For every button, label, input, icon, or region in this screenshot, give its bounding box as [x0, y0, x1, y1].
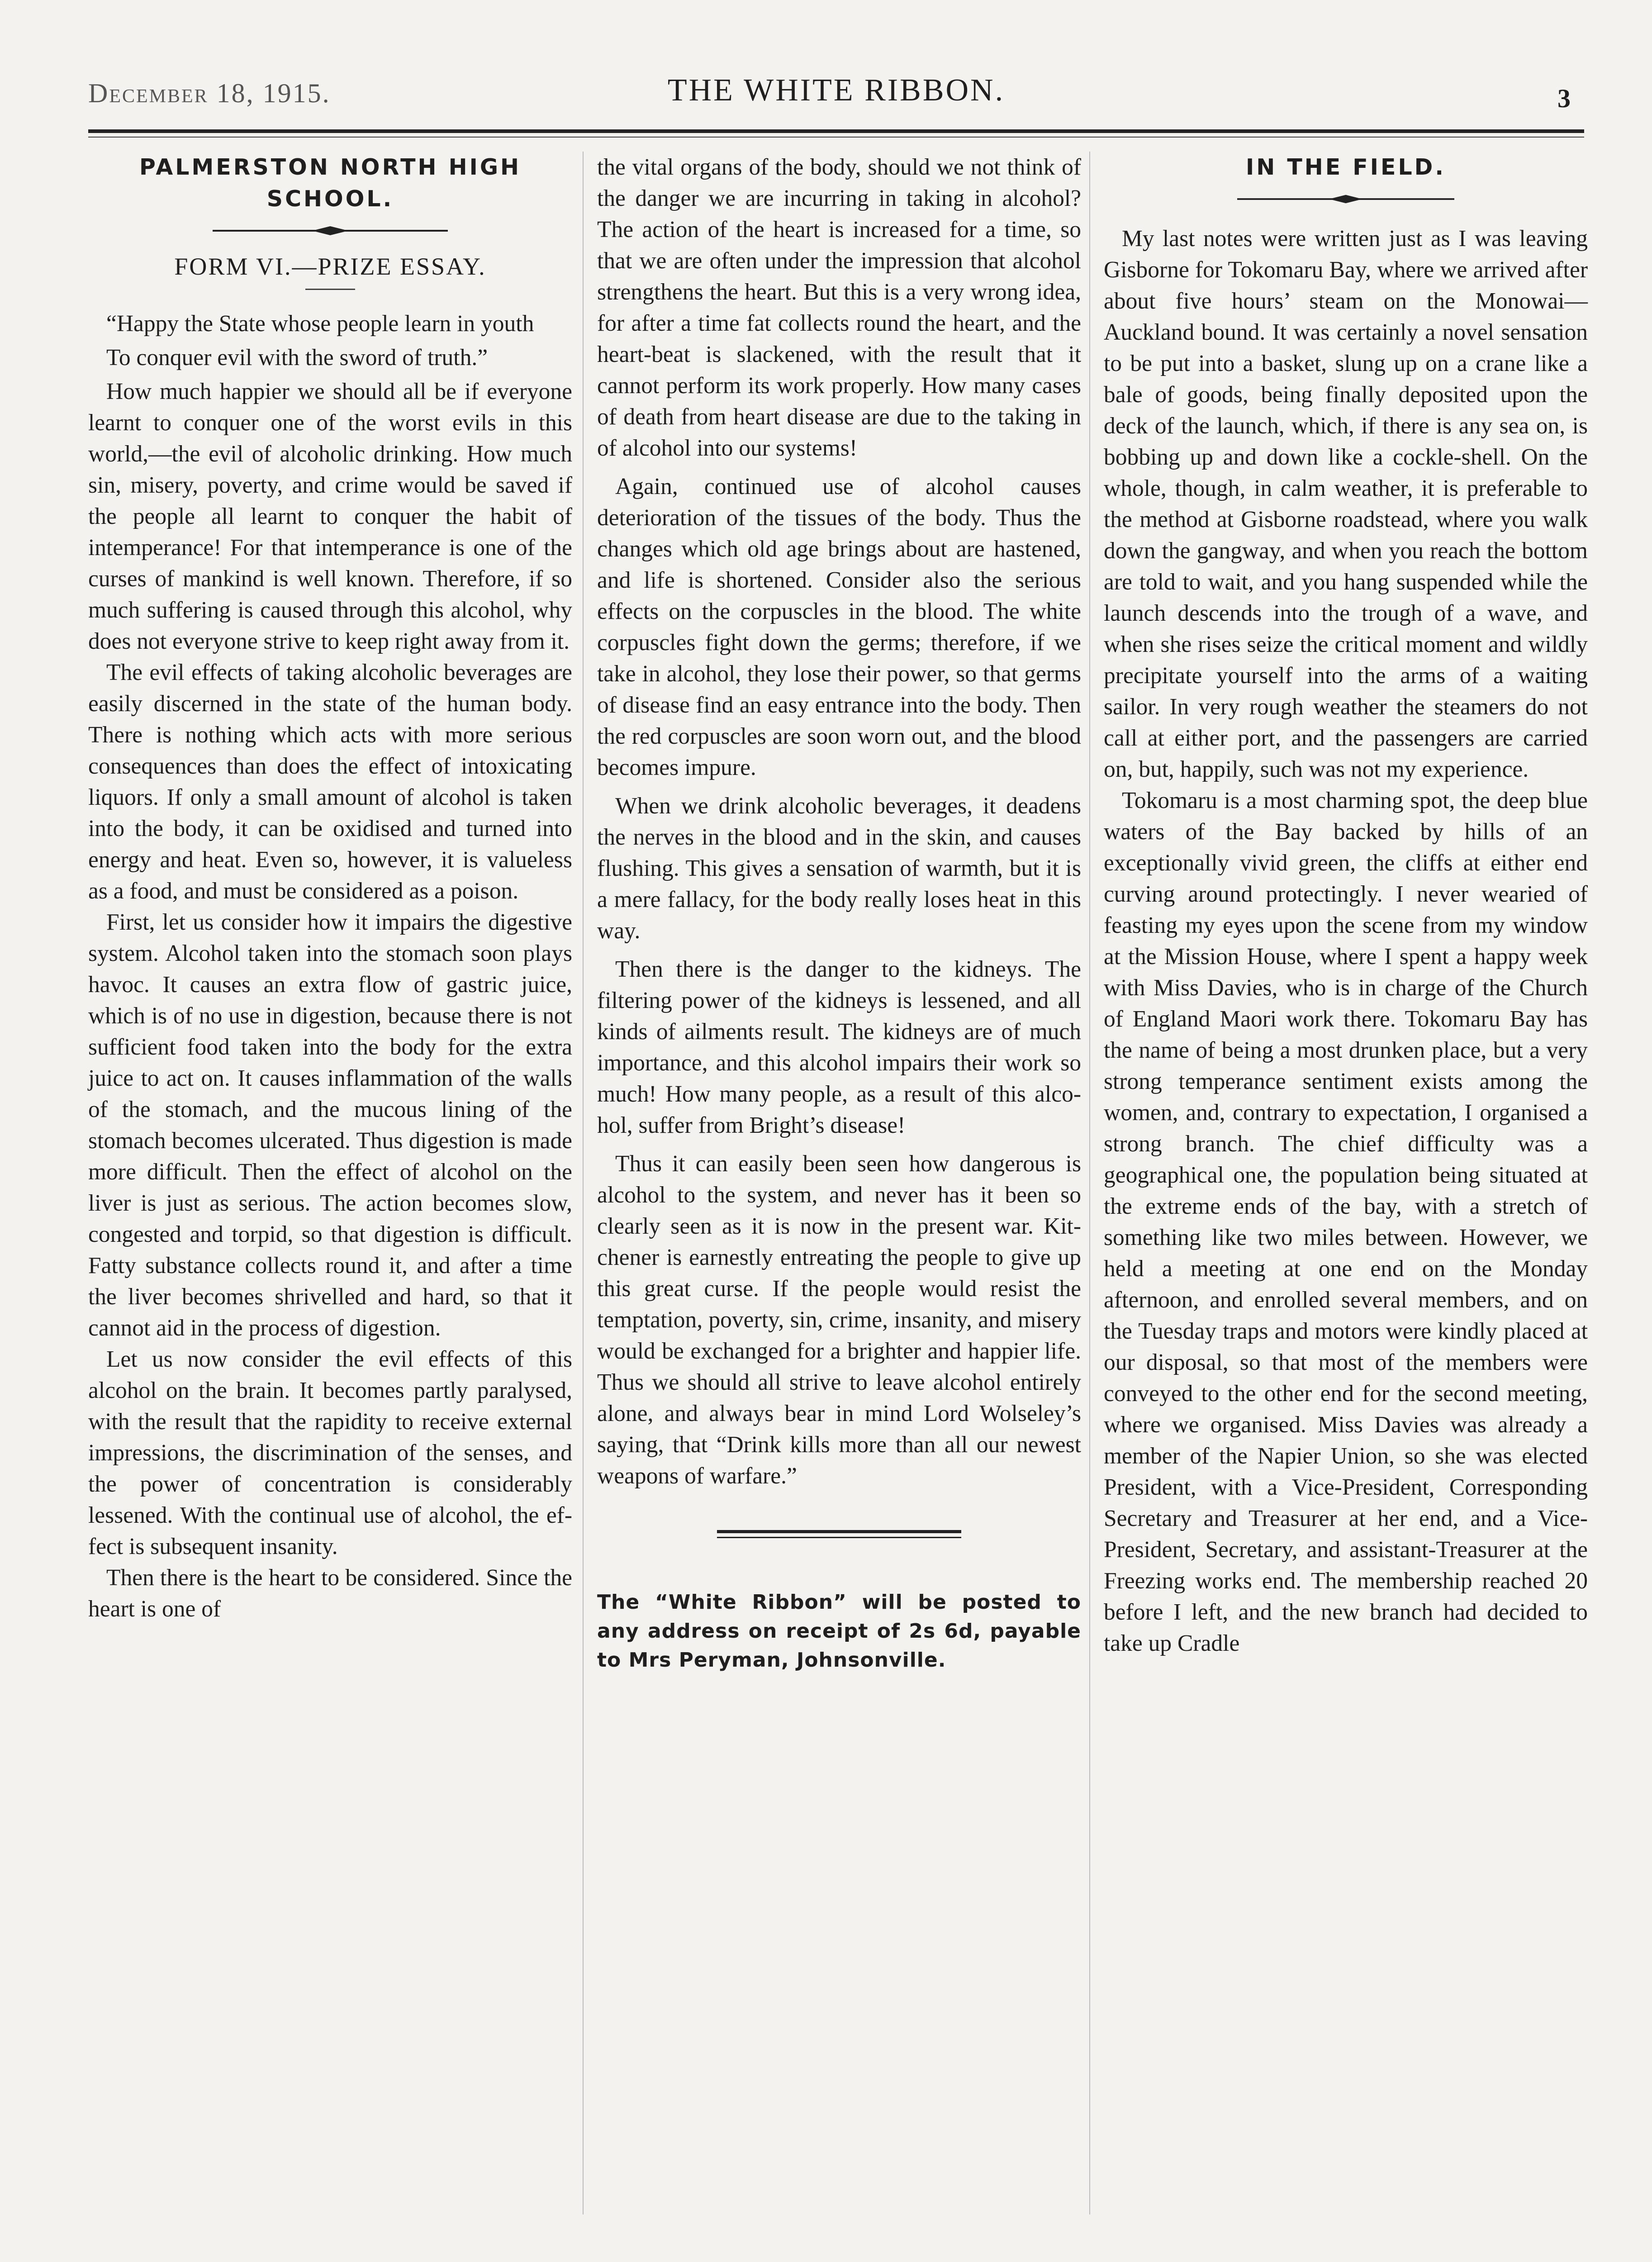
verse-line: “Happy the State whose people learn in youth	[106, 311, 534, 337]
epigraph-verse	[88, 308, 572, 373]
publication-title: THE WHITE RIBBON.	[667, 73, 1005, 108]
column-divider	[583, 152, 584, 2214]
paragraph: Then there is the danger to the kidneys. The filtering power of the kidneys is lessened, and all kinds of ailments result. The kidneys are of much importance, and this alcohol impairs their work so much! How many people, as a result of this alcohol, suffer from Bright’s disease!	[597, 956, 1081, 1138]
column-2	[597, 152, 1081, 1675]
double-rule	[717, 1530, 961, 1538]
paragraph: Then there is the heart to be considered. Since the heart is one of	[88, 1565, 572, 1622]
paragraph: the vital organs of the body, should we not think of the danger we are incurring in taking in alcohol? The action of the heart is increased for a time, so that we are often under the impression that alcohol strengthens the heart. But this is a very wrong idea, for after a time fat collects round the heart, and the heart-beat is slackened, with the result that it cannot perform its work properly. How many cases of death from heart disease are due to the taking in of alcohol into our systems!	[597, 154, 1081, 461]
article-heading: IN THE FIELD.	[1246, 154, 1446, 180]
paragraph: Again, continued use of alcohol causes deterioration of the tissues of the body. Thus the changes which old age brings about are hastened, and life is shortened. Consider also the serious effects on the corpuscles in the blood. The white corpuscles fight down the germs; therefore, if we take in alcohol, they lose their power, so that germs of disease find an easy entrance into the body. Then the red corpuscles are soon worn out, and the blood becomes impure.	[597, 474, 1081, 780]
short-rule	[305, 289, 355, 290]
issue-date: December 18, 1915.	[88, 78, 331, 108]
subscription-notice: The “White Ribbon” will be posted to any address on receipt of 2s 6d, payable to Mrs Peryman, Johnsonville.	[597, 1591, 1081, 1672]
page-number: 3	[1557, 84, 1571, 113]
column-1	[88, 152, 572, 1625]
header-rule	[88, 129, 1584, 133]
ornament-rule-icon	[213, 225, 448, 237]
column-3	[1104, 152, 1588, 1659]
paragraph: Thus it can easily been seen how dangerous is alcohol to the system, and never has it been so clearly seen as it is now in the present war. Kitchener is earnestly entreating the people to give up this great curse. If the people would resist the temptation, poverty, sin, crime, insanity, and misery would be exchanged for a brighter and happier life. Thus we should all strive to leave alcohol entirely alone, and always bear in mind Lord Wolseley’s saying, that “Drink kills more than all our newest weapons of warfare.”	[597, 1151, 1081, 1489]
column-divider	[1089, 152, 1090, 2214]
page-header	[88, 72, 1584, 122]
article-subheading: FORM VI.—PRIZE ESSAY.	[174, 253, 486, 280]
header-rule-thin	[88, 137, 1584, 138]
paragraph: The evil effects of taking alcoholic beverages are easily discerned in the state of the human body. There is nothing which acts with more serious consequences than does the effect of intoxicating liquors. If only a small amount of alcohol is taken into the body, it can be oxidised and turned into energy and heat. Even so, however, it is valueless as a food, and must be considered as a poison.	[88, 660, 572, 904]
paragraph: My last notes were written just as I was leaving Gisborne for Tokomaru Bay, where we arrived after about five hours’ steam on the Monowai—Auckland bound. It was certainly a novel sensation to be put into a basket, slung up on a crane like a bale of goods, being finally deposited upon the deck of the launch, which, if there is any sea on, is bobbing up and down like a cockle-shell. On the whole, though, in calm weather, it is preferable to the method at Gisborne roadstead, where you walk down the gangway, and when you reach the bottom are told to wait, and you hang suspended while the launch descends into the trough of a wave, and when she rises seize the critical moment and wildly precipitate yourself into the arms of a waiting sailor. In very rough weather the steamers do not call at either port, and the passengers are carried on, but, happily, such was not my experience.	[1104, 226, 1588, 782]
paragraph: First, let us consider how it impairs the digestive system. Alcohol taken into the stomach soon plays havoc. It causes an extra flow of gastric juice, which is of no use in digestion, because there is not sufficient food taken into the body for the extra juice to act on. It causes inflammation of the walls of the stomach, and the mucous lining of the stomach becomes ulcerated. Thus digestion is made more difficult. Then the effect of alcohol on the liver is just as serious. The action becomes slow, congested and torpid, so that digestion is difficult. Fatty substance collects round it, and after a time the liver becomes shrivelled and hard, so that it cannot aid in the process of digestion.	[88, 909, 572, 1341]
ornament-rule-icon	[1237, 193, 1454, 205]
article-heading: PALMERSTON NORTH HIGH SCHOOL.	[139, 154, 522, 212]
paragraph: When we drink alcoholic beverages, it deadens the nerves in the blood and in the skin, and causes flushing. This gives a sensation of warmth, but it is a mere fallacy, for the body really loses heat in this way.	[597, 793, 1081, 944]
paragraph: Tokomaru is a most charming spot, the deep blue waters of the Bay backed by hills of an exceptionally vivid green, the cliffs at either end curving around protectingly. I never wearied of feasting my eyes upon the scene from my window at the Mission House, where I spent a happy week with Miss Davies, who is in charge of the Church of England Maori work there. Tokomaru Bay has the name of being a most drunken place, but a very strong temperance sentiment exists among the women, and, contrary to expectation, I organised a strong branch. The chief difficulty was a geographical one, the population being situated at the extreme ends of the bay, with a stretch of something like two miles between. However, we held a meeting at one end on the Monday afternoon, and enrolled several members, and on the Tuesday traps and motors were kindly placed at our disposal, so that most of the members were conveyed to the other end for the second meeting, where we organised. Miss Davies was already a member of the Napier Union, so she was elected President, with a Vice-President, Corresponding Secretary and Treasurer at her end, and a Vice-President, Secretary, and assistant-Treasurer at the Freezing works end. The membership reached 20 before I left, and the new branch had decided to take up Cradle	[1104, 788, 1588, 1656]
paragraph: Let us now consider the evil effects of this alcohol on the brain. It becomes partly paralysed, with the result that the rapidity to receive external impressions, the discrimination of the senses, and the power of concentration is considerably lessened. With the continual use of alcohol, the effect is subsequent insanity.	[88, 1346, 572, 1559]
paragraph: How much happier we should all be if everyone learnt to conquer one of the worst evils in this world,—the evil of alcoholic drinking. How much sin, misery, poverty, and crime would be saved if the people all learnt to conquer the habit of intemperance! For that intemperance is one of the curses of mankind is well known. Therefore, if so much suffering is caused through this alcohol, why does not everyone strive to keep right away from it.	[88, 379, 572, 654]
verse-line: To conquer evil with the sword of truth.”	[106, 345, 488, 371]
